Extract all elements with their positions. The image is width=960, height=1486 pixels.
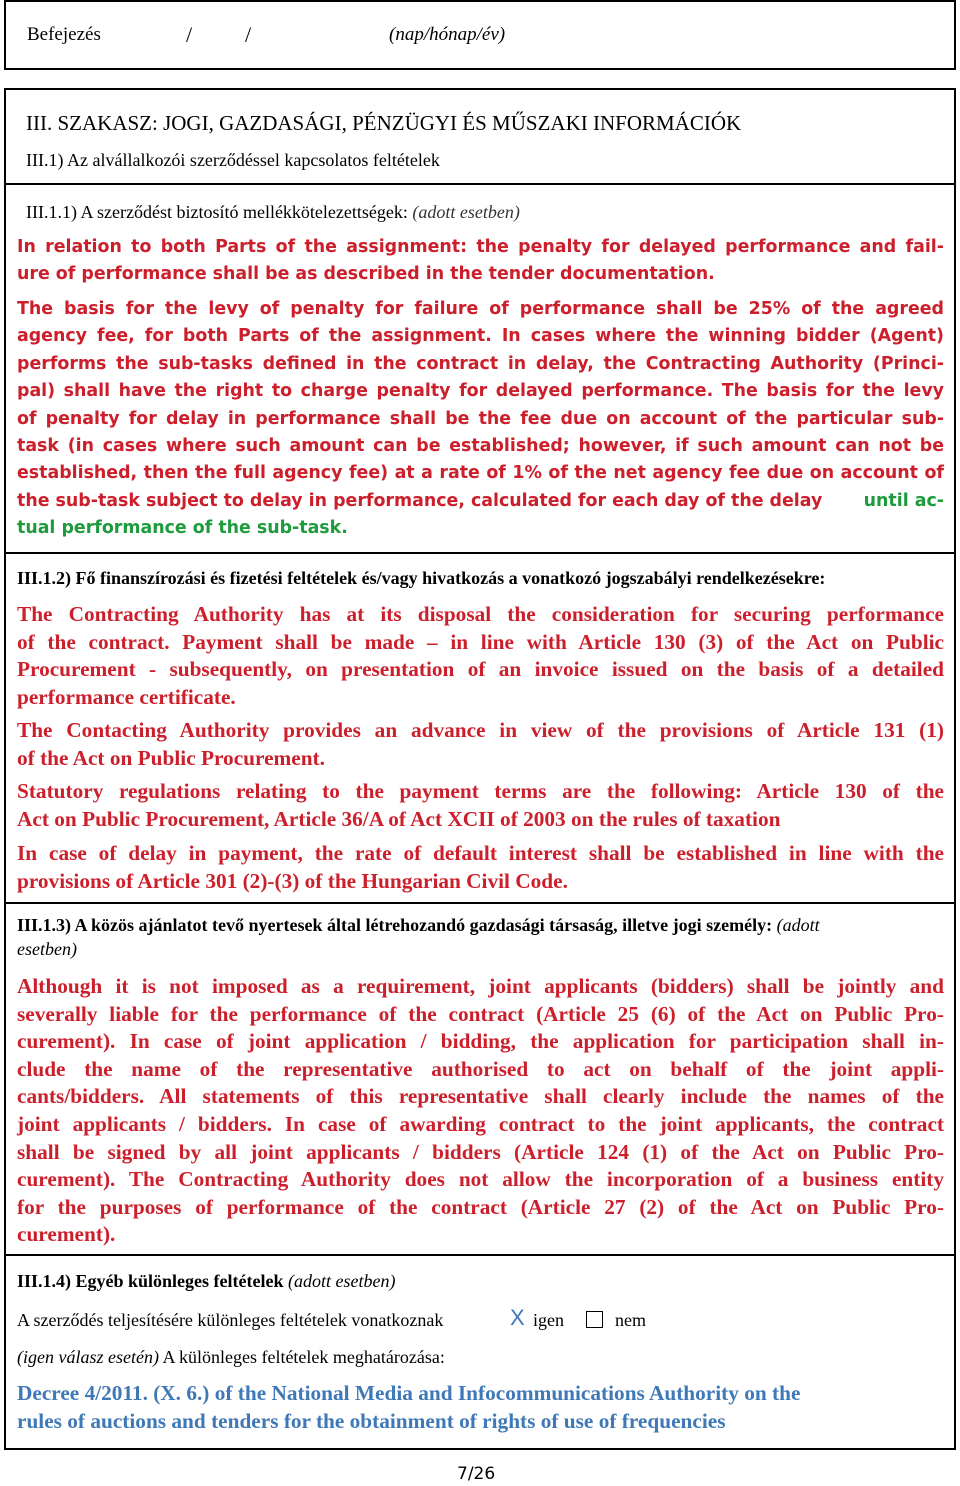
- s1-p2-line: pal) shall have the right to charge penalty for delayed performance. The basis for the levy: [17, 381, 944, 402]
- s2-p4-line: In case of delay in payment, the rate of default interest shall be established in line with the: [17, 841, 944, 865]
- s3-p1-line: cants/bidders. All statements of this representative shall clearly include the names of the: [17, 1084, 944, 1109]
- s4-p1-line: Decree 4/2011. (X. 6.) of the National Media and Infocommunications Authority on the: [17, 1381, 801, 1405]
- s3-heading-bold: III.1.3) A közös ajánlatot tevő nyertesek által létrehozandó gazdasági társaság, illetve jogi személy:: [17, 915, 773, 935]
- s1-p2-green-last: tual performance of the sub-task.: [17, 518, 348, 539]
- s4-definition-line: [17, 1347, 445, 1368]
- s2-p1-line: performance certificate.: [17, 684, 236, 709]
- s1-p2-line: established, then the full agency fee) at a rate of 1% of the net agency fee due on account of: [17, 463, 944, 484]
- s1-p2-green-tail: until ac-: [863, 490, 944, 511]
- s4-heading-italic: (adott esetben): [287, 1271, 396, 1291]
- s3-p1-line: clude the name of the representative authorised to act on behalf of the joint appli-: [17, 1056, 944, 1081]
- s1-p2-line: performs the sub-tasks defined in the contract in delay, the Contracting Authority (Princi-: [17, 353, 944, 374]
- s3-heading-italic: (adott: [776, 915, 820, 935]
- s3-p1-line: curement).: [17, 1222, 116, 1247]
- s1-p2-line: of penalty for delay in performance shall be the fee due on account of the particular sub-: [17, 408, 944, 429]
- row-divider: [4, 1254, 956, 1256]
- s1-p2-line: the sub-task subject to delay in performance, calculated for each day of the delay: [17, 490, 823, 511]
- s1-heading-bold: III.1.1) A szerződést biztosító mellékkötelezettségek:: [26, 202, 408, 222]
- s4-heading: [17, 1271, 395, 1292]
- s3-heading: [17, 915, 820, 936]
- s1-heading: [26, 202, 520, 223]
- s3-p1-line: curement). The Contracting Authority does not allow the incorporation of a business entity: [17, 1167, 944, 1192]
- s2-interest-paragraph: [17, 840, 944, 895]
- s4-heading-bold: III.1.4) Egyéb különleges feltételek: [17, 1271, 284, 1291]
- s2-p2-line: The Contacting Authority provides an advance in view of the provisions of Article 131 (1): [17, 718, 944, 742]
- s2-p2-line: of the Act on Public Procurement.: [17, 745, 325, 770]
- s3-p1-line: for the purposes of performance of the contract (Article 27 (2) of the Act on Public Pro-: [17, 1194, 944, 1219]
- s4-question: A szerződés teljesítésére különleges feltételek vonatkoznak: [17, 1310, 444, 1330]
- s2-p3-line: Act on Public Procurement, Article 36/A of Act XCII of 2003 on the rules of taxation: [17, 806, 781, 831]
- row-divider: [4, 183, 956, 185]
- s3-p1-line: Although it is not imposed as a requirement, joint applicants (bidders) shall be jointly and: [17, 974, 944, 998]
- s2-p1-line: of the contract. Payment shall be made – in line with Article 130 (3) of the Act on Public: [17, 629, 944, 654]
- s3-p1-line: curement). In case of joint application / bidding, the application for participation shall in-: [17, 1029, 944, 1054]
- no-checkbox[interactable]: [586, 1311, 603, 1328]
- s1-p2-line: agency fee, for both Parts of the assignment. In cases where the winning bidder (Agent): [17, 326, 944, 347]
- s1-heading-italic: (adott esetben): [412, 202, 520, 222]
- date-separator-1: /: [186, 22, 193, 47]
- date-separator-2: /: [245, 22, 252, 47]
- row-divider: [4, 552, 956, 554]
- s3-p1-line: severally liable for the performance of the contract (Article 25 (6) of the Act on Public Pro-: [17, 1001, 944, 1026]
- s1-p2-line-mixed: [17, 488, 944, 515]
- s1-p1-line: ure of performance shall be as described in the tender documentation.: [17, 264, 715, 285]
- s1-levy-paragraph: [17, 296, 944, 543]
- section-subtitle: III.1) Az alvállalkozói szerződéssel kapcsolatos feltételek: [26, 150, 440, 170]
- s2-heading: III.1.2) Fő finanszírozási és fizetési feltételek és/vagy hivatkozás a vonatkozó jogszabályi rendelkezésekre:: [17, 568, 826, 588]
- date-format-hint: (nap/hónap/év): [389, 24, 506, 45]
- section-title: III. SZAKASZ: JOGI, GAZDASÁGI, PÉNZÜGYI ÉS MŰSZAKI INFORMÁCIÓK: [26, 111, 742, 135]
- s3-p1-line: joint applicants / bidders. In case of awarding contract to the joint applicants, the contract: [17, 1111, 944, 1136]
- s4-def-text: A különleges feltételek meghatározása:: [162, 1347, 445, 1367]
- row-divider: [4, 902, 956, 904]
- s1-p2-line: task (in cases where such amount can be established; however, if such amount can not be: [17, 436, 944, 457]
- s3-heading-italic-cont: esetben): [17, 939, 77, 959]
- s2-payment-paragraph: [17, 601, 944, 711]
- yes-checkbox-x-mark[interactable]: X: [510, 1305, 525, 1330]
- s4-decree-paragraph: [17, 1380, 944, 1435]
- s1-p2-line: The basis for the levy of penalty for failure of performance shall be 25% of the agreed: [17, 299, 944, 319]
- s2-p3-line: Statutory regulations relating to the payment terms are the following: Article 130 of the: [17, 779, 944, 803]
- s2-advance-paragraph: [17, 717, 944, 772]
- s3-joint-paragraph: [17, 973, 944, 1249]
- s2-statutory-paragraph: [17, 778, 944, 833]
- no-label: nem: [615, 1310, 646, 1330]
- s1-penalty-paragraph: [17, 234, 944, 289]
- s1-p1-line: In relation to both Parts of the assignment: the penalty for delayed performance and fail-: [17, 237, 944, 257]
- s4-p1-line: rules of auctions and tenders for the obtainment of rights of use of frequencies: [17, 1408, 726, 1433]
- s4-def-italic: (igen válasz esetén): [17, 1347, 159, 1367]
- s2-p1-line: The Contracting Authority has at its disposal the consideration for securing performance: [17, 602, 944, 626]
- s3-p1-line: shall be signed by all joint applicants / bidders (Article 124 (1) of the Act on Public Pro-: [17, 1139, 944, 1164]
- page-number: 7/26: [457, 1464, 496, 1484]
- yes-label: igen: [533, 1310, 564, 1330]
- s2-p4-line: provisions of Article 301 (2)-(3) of the Hungarian Civil Code.: [17, 868, 568, 893]
- completion-label: Befejezés: [27, 24, 101, 45]
- s2-p1-line: Procurement - subsequently, on presentation of an invoice issued on the basis of a detailed: [17, 657, 944, 682]
